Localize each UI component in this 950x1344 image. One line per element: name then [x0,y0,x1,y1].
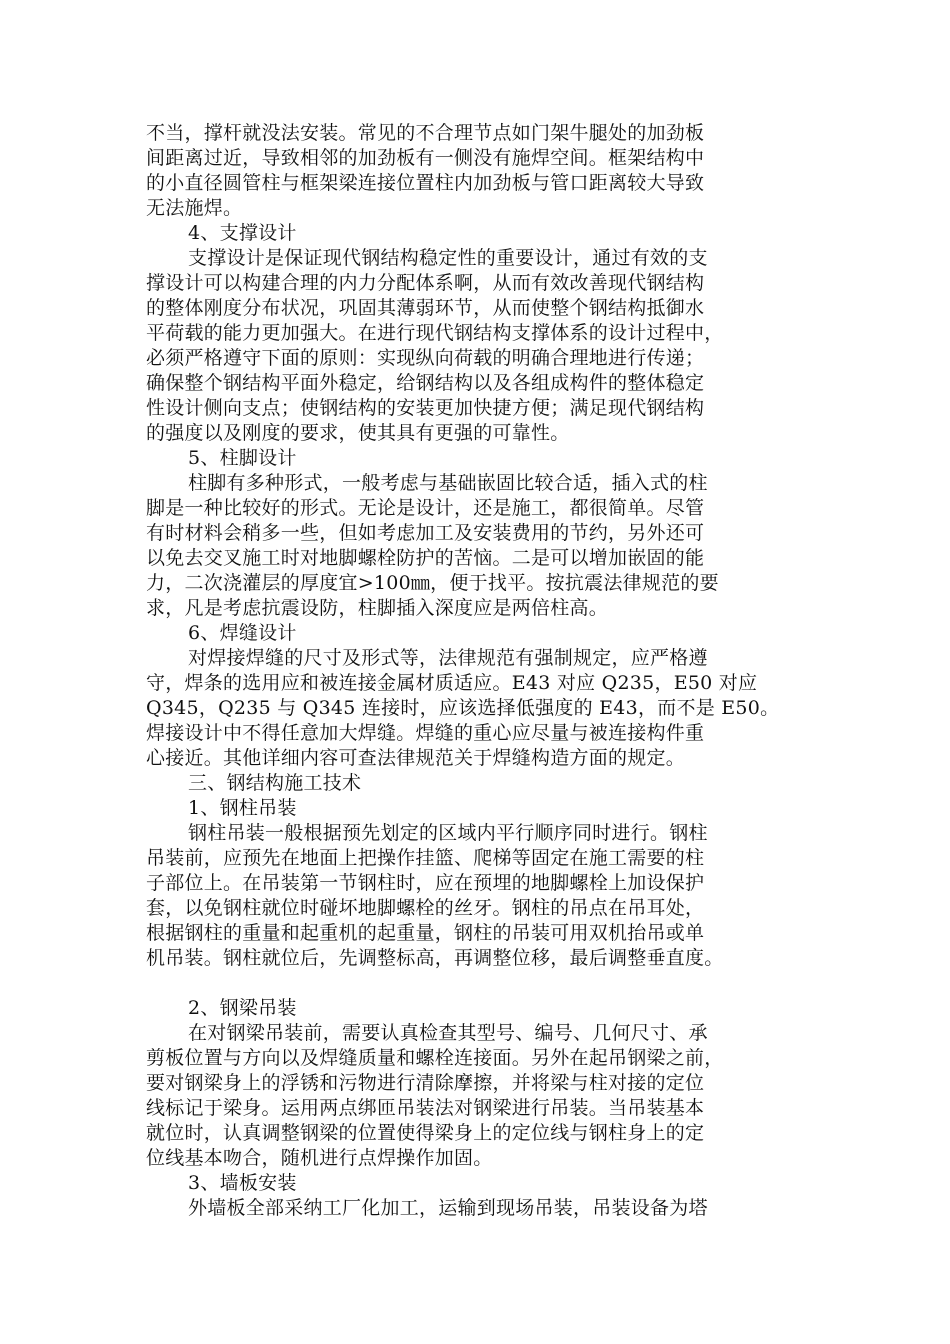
text-line: 的整体刚度分布状况，巩固其薄弱环节，从而使整个钢结构抵御水 [146,297,705,319]
text-line: 守，焊条的选用应和被连接金属材质适应。E43 对应 Q235，E50 对应 [146,672,758,694]
text-line: 5、柱脚设计 [188,447,297,469]
text-line: 撑设计可以构建合理的内力分配体系啊，从而有效改善现代钢结构 [146,272,705,294]
text-line: 以免去交叉施工时对地脚螺栓防护的苦恼。二是可以增加嵌固的能 [146,547,705,569]
text-line: 套，以免钢柱就位时碰坏地脚螺栓的丝牙。钢柱的吊点在吊耳处， [146,897,705,919]
text-line: 外墙板全部采纳工厂化加工，运输到现场吊装，吊装设备为塔 [188,1197,708,1219]
text-line: 确保整个钢结构平面外稳定，给钢结构以及各组成构件的整体稳定 [146,372,705,394]
text-line: 机吊装。钢柱就位后，先调整标高，再调整位移，最后调整垂直度。 [146,947,724,969]
text-line: 根据钢柱的重量和起重机的起重量，钢柱的吊装可用双机抬吊或单 [146,922,705,944]
document-page [146,121,806,1221]
text-line: 力，二次浇灌层的厚度宜>100㎜，便于找平。按抗震法律规范的要 [146,572,719,594]
text-line: 1、钢柱吊装 [188,797,297,819]
text-line: 6、焊缝设计 [188,622,297,644]
text-line: 支撑设计是保证现代钢结构稳定性的重要设计，通过有效的支 [188,247,708,269]
text-line: 柱脚有多种形式，一般考虑与基础嵌固比较合适，插入式的柱 [188,472,708,494]
text-line: 线标记于梁身。运用两点绑匝吊装法对钢梁进行吊装。当吊装基本 [146,1097,705,1119]
text-line: 求，凡是考虑抗震设防，柱脚插入深度应是两倍柱高。 [146,597,609,619]
text-line: 有时材料会稍多一些，但如考虑加工及安装费用的节约，另外还可 [146,522,705,544]
text-line: 钢柱吊装一般根据预先划定的区域内平行顺序同时进行。钢柱 [188,822,708,844]
text-line: 就位时，认真调整钢梁的位置使得梁身上的定位线与钢柱身上的定 [146,1122,705,1144]
text-line: Q345，Q235 与 Q345 连接时，应该选择低强度的 E43，而不是 E50。 [146,697,780,719]
text-line: 平荷载的能力更加强大。在进行现代钢结构支撑体系的设计过程中， [146,322,724,344]
text-line: 子部位上。在吊装第一节钢柱时，应在预埋的地脚螺栓上加设保护 [146,872,705,894]
text-line: 吊装前，应预先在地面上把操作挂篮、爬梯等固定在施工需要的柱 [146,847,705,869]
text-line: 2、钢梁吊装 [188,997,297,1019]
text-line: 对焊接焊缝的尺寸及形式等，法律规范有强制规定，应严格遵 [188,647,708,669]
text-line: 必须严格遵守下面的原则：实现纵向荷载的明确合理地进行传递； [146,347,705,369]
text-line: 4、支撑设计 [188,222,297,244]
text-line: 不当，撑杆就没法安装。常见的不合理节点如门架牛腿处的加劲板 [146,122,705,144]
text-line: 的小直径圆管柱与框架梁连接位置柱内加劲板与管口距离较大导致 [146,172,705,194]
text-line: 在对钢梁吊装前，需要认真检查其型号、编号、几何尺寸、承 [188,1022,708,1044]
text-line: 间距离过近，导致相邻的加劲板有一侧没有施焊空间。框架结构中 [146,147,705,169]
text-line: 心接近。其他详细内容可查法律规范关于焊缝构造方面的规定。 [146,747,686,769]
text-line: 剪板位置与方向以及焊缝质量和螺栓连接面。另外在起吊钢梁之前， [146,1047,724,1069]
text-line: 性设计侧向支点；使钢结构的安装更加快捷方便；满足现代钢结构 [146,397,705,419]
text-line: 脚是一种比较好的形式。无论是设计，还是施工，都很简单。尽管 [146,497,705,519]
text-line: 的强度以及刚度的要求，使其具有更强的可靠性。 [146,422,570,444]
text-line: 三、钢结构施工技术 [188,772,362,794]
blank-line [146,971,806,996]
text-line: 位线基本吻合，随机进行点焊操作加固。 [146,1147,493,1169]
text-line: 焊接设计中不得任意加大焊缝。焊缝的重心应尽量与被连接构件重 [146,722,705,744]
text-line: 无法施焊。 [146,197,243,219]
text-line: 3、墙板安装 [188,1172,297,1194]
text-line: 要对钢梁身上的浮锈和污物进行清除摩擦，并将梁与柱对接的定位 [146,1072,705,1094]
